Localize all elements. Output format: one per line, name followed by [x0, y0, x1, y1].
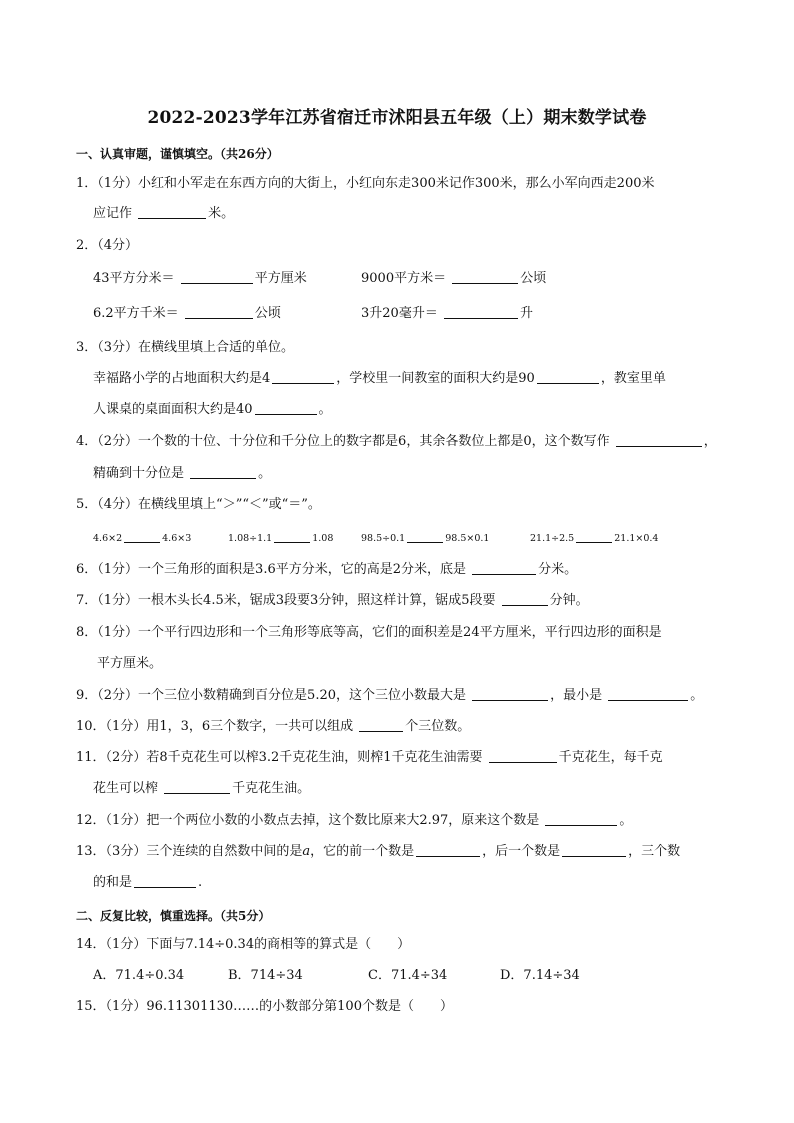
answer-blank[interactable] [272, 370, 334, 384]
question-13-text-4: ，三个数 [628, 844, 681, 859]
question-5-expr-2 [228, 530, 333, 548]
question-12-end: 。 [619, 813, 633, 828]
answer-blank[interactable] [444, 305, 518, 319]
question-2-unit-b: 公顷 [520, 271, 547, 286]
question-13-text: 13．（3分）三个连续的自然数中间的是 [76, 844, 303, 859]
question-4-text: 4．（2分）一个数的十位、十分位和千分位上的数字都是6，其余各数位上都是0，这个数写作 [76, 434, 610, 449]
question-15: 15．（1分）96.11301130……的小数部分第100个数是（ ） [76, 999, 453, 1014]
question-3-text-e: 。 [318, 402, 332, 417]
question-6 [76, 561, 577, 579]
question-13-line-1 [76, 843, 680, 861]
question-7-unit: 分钟。 [549, 593, 589, 608]
option-d[interactable]: D．7.14÷34 [500, 968, 580, 983]
answer-blank[interactable] [502, 592, 548, 606]
question-14: 14．（1分）下面与7.14÷0.34的商相等的算式是（ ） [76, 937, 411, 952]
answer-blank[interactable] [472, 687, 548, 701]
answer-blank[interactable] [185, 305, 253, 319]
question-2-row-1 [93, 270, 307, 288]
section-1-heading: 一、认真审题，谨慎填空。（共26分） [76, 147, 279, 161]
answer-blank[interactable] [190, 465, 256, 479]
question-13-text-3: ，后一个数是 [482, 844, 561, 859]
answer-blank[interactable] [416, 843, 480, 857]
question-2-item-b-row [361, 270, 546, 288]
answer-blank[interactable] [545, 812, 617, 826]
question-2-item-d: 3升20毫升＝ [361, 306, 438, 321]
question-2-item-b: 9000平方米＝ [361, 271, 447, 286]
question-2-item-a: 43平方分米＝ [93, 271, 175, 286]
question-11-line-1 [76, 749, 663, 767]
question-6-unit: 分米。 [538, 562, 578, 577]
answer-blank[interactable] [562, 843, 626, 857]
question-10 [76, 718, 470, 736]
question-11-line-2 [93, 780, 310, 798]
question-3-text-d: 人课桌的桌面面积大约是40 [93, 402, 253, 417]
question-9-text-2: ，最小是 [550, 688, 603, 703]
question-1-unit: 米。 [208, 206, 235, 221]
option-c[interactable]: C．71.4÷34 [368, 968, 448, 983]
answer-blank[interactable] [407, 533, 443, 543]
question-8-line-1: 8．（1分）一个平行四边形和一个三角形等底等高，它们的面积差是24平方厘米，平行四边形的面积是 [76, 625, 662, 640]
question-2-unit-d: 升 [519, 306, 533, 321]
question-4-text-2: 精确到十分位是 [93, 466, 185, 481]
option-b[interactable]: B．714÷34 [228, 968, 303, 983]
question-3-text-c: ，教室里单 [600, 371, 666, 386]
question-5-expr-3 [361, 530, 489, 548]
answer-blank[interactable] [537, 370, 599, 384]
question-2-item-c: 6.2平方千米＝ [93, 306, 179, 321]
question-4-end: 。 [258, 466, 272, 481]
question-3-line-2 [93, 401, 332, 419]
question-3-text-b: ，学校里一间教室的面积大约是90 [336, 371, 535, 386]
question-13-variable: a [302, 844, 311, 859]
answer-blank[interactable] [274, 533, 310, 543]
question-2-item-d-row [361, 305, 533, 323]
answer-blank[interactable] [181, 270, 253, 284]
question-7-text: 7．（1分）一根木头长4.5米，锯成3段要3分钟，照这样计算，锯成5段要 [76, 593, 496, 608]
question-12 [76, 812, 632, 830]
answer-blank[interactable] [452, 270, 518, 284]
question-3-text-a: 幸福路小学的占地面积大约是4 [93, 371, 271, 386]
answer-blank[interactable] [608, 687, 688, 701]
question-10-unit: 个三位数。 [405, 719, 471, 734]
question-1-text: 1．（1分）小红和小军走在东西方向的大街上，小红向东走300米记作300米，那么小军向西走200米 [76, 176, 655, 191]
answer-blank[interactable] [472, 561, 536, 575]
question-2-unit-c: 公顷 [254, 306, 281, 321]
question-1-text-2: 应记作 [93, 206, 133, 221]
answer-blank[interactable] [138, 205, 206, 219]
question-5-heading: 5．（4分）在横线里填上“＞”“＜”或“＝”。 [76, 497, 321, 512]
answer-blank[interactable] [489, 749, 557, 763]
expr-right: 1.08 [312, 533, 334, 544]
question-11-text-2: 千克花生，每千克 [558, 750, 663, 765]
question-12-text: 12．（1分）把一个两位小数的小数点去掉，这个数比原来大2.97，原来这个数是 [76, 813, 540, 828]
answer-blank[interactable] [164, 780, 230, 794]
question-6-text: 6．（1分）一个三角形的面积是3.6平方分米，它的高是2分米，底是 [76, 562, 466, 577]
answer-blank[interactable] [255, 401, 317, 415]
question-1-line-2 [93, 205, 234, 223]
question-4-line-2 [93, 465, 271, 483]
question-3-line-1 [93, 370, 666, 388]
section-2-heading: 二、反复比较，慎重选择。（共5分） [76, 909, 271, 923]
expr-left: 1.08÷1.1 [228, 533, 273, 544]
question-4-comma: ， [703, 434, 717, 449]
question-2-heading: 2．（4分） [76, 238, 139, 253]
question-11-text: 11．（2分）若8千克花生可以榨3.2千克花生油，则榨1千克花生油需要 [76, 750, 483, 765]
question-9-end: 。 [690, 688, 704, 703]
question-13-end: . [198, 875, 203, 890]
expr-right: 4.6×3 [162, 533, 192, 544]
question-2-row-2 [93, 305, 281, 323]
expr-left: 98.5÷0.1 [361, 533, 406, 544]
expr-left: 4.6×2 [93, 533, 123, 544]
question-4-line-1 [76, 433, 717, 451]
question-1-line-1 [76, 175, 654, 193]
question-13-text-2: ，它的前一个数是 [310, 844, 415, 859]
question-9 [76, 687, 703, 705]
question-3-heading: 3．（3分）在横线里填上合适的单位。 [76, 340, 295, 355]
question-8-line-2 [93, 655, 162, 673]
question-5-expr-1 [93, 530, 191, 548]
expr-right: 21.1×0.4 [614, 533, 659, 544]
page-title: 2022-2023学年江苏省宿迁市沭阳县五年级（上）期末数学试卷 [147, 108, 647, 128]
expr-left: 21.1÷2.5 [530, 533, 575, 544]
answer-blank[interactable] [616, 433, 702, 447]
option-a[interactable]: A．71.4÷0.34 [93, 968, 185, 983]
answer-blank[interactable] [134, 874, 196, 888]
expr-right: 98.5×0.1 [445, 533, 490, 544]
question-11-text-3: 花生可以榨 [93, 781, 159, 796]
question-13-line-2 [93, 874, 202, 892]
question-5-expr-4 [530, 530, 658, 548]
question-11-unit: 千克花生油。 [232, 781, 311, 796]
answer-blank[interactable] [124, 533, 160, 543]
question-8-unit: 平方厘米。 [97, 656, 163, 671]
question-9-text: 9．（2分）一个三位小数精确到百分位是5.20，这个三位小数最大是 [76, 688, 466, 703]
answer-blank[interactable] [576, 533, 612, 543]
question-7 [76, 592, 589, 610]
question-13-text-5: 的和是 [93, 875, 133, 890]
question-10-text: 10．（1分）用1，3，6三个数字，一共可以组成 [76, 719, 354, 734]
answer-blank[interactable] [359, 718, 403, 732]
question-2-unit-a: 平方厘米 [254, 271, 307, 286]
